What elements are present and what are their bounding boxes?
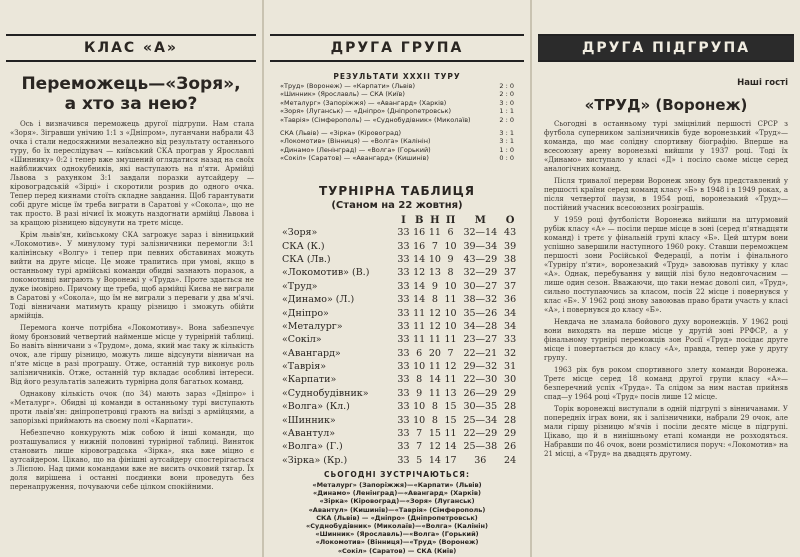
results-list [280,82,514,163]
stat-cell: 33 [397,387,410,399]
stat-cell: 7 [431,240,438,252]
table-row [282,427,518,440]
stat-cell: 33 [397,253,410,265]
stat-cell: 12 [428,441,441,453]
stat-cell: 33 [397,307,410,319]
result-score: 3 : 0 [499,98,514,107]
stat-cell: 25—38 [463,441,498,453]
team-cell: «Авангард» [282,347,341,359]
result-row [280,82,514,90]
stat-cell: 8 [416,374,423,386]
stat-cell: 32—14 [463,227,498,239]
paragraph: Крім львів'ян, київському СКА загрожує зараз і вінницький «Локомотив». У минулому турі залізничники перемогли 3:1 калінінську «Волгу» і тепер при певних обставинах можуть вийти на друге місце. Це може трапитись при умові, якщо в останньому турі армійські команди обидві зазнають поразок, а локомотивці виграють у Воронежі у «Труда». Проте здається не дуже імовірно. Причому ще треба, щоб армійці Києва не виграли в Саратові у «Сокола», що їм не виграли з переваги у два м'ячі. Тоді вінничани матимуть кращу різницю і зможуть обійти армійців. [10,231,254,320]
team-cell: СКА (Лв.) [282,253,331,265]
stat-cell: 28 [504,401,517,413]
fixture-row: «Динамо» (Ленінград)—«Авангард» (Харків) [313,489,481,498]
column-header: М [474,214,486,226]
stat-cell: 5 [416,454,423,466]
stat-cell: 12 [428,307,441,319]
stat-cell: 33 [504,334,517,346]
stat-cell: 14 [413,253,426,265]
paragraph: Небезпечно конкурують між собою й інші команди, що розташувалися у нижній половині турнірної таблиці. Виняток становить лише кіровоградська «Зірка», яка вже міцно є аутсайдером. Цікаво, що на фінішні аутсайдеру спостерігається з Лієпою. Над цими командами вже не висить очковий тягар. Їх доля вирішена і останні поєдинки вони проведуть без перенапруження, почуваючи себе цілком спокійними. [10,429,254,491]
result-match: «Локомотив» (Вінниця) — «Волга» (Калінін) [280,137,431,146]
standings-table [282,214,518,467]
table-row [282,239,518,252]
stat-cell: 33 [397,334,410,346]
stat-cell: 13 [444,387,457,399]
stat-cell: 43 [504,227,517,239]
stat-cell: 12 [428,320,441,332]
team-cell: «Локомотив» (В.) [282,267,370,279]
result-match: «Зоря» (Луганськ) — «Дніпро» (Дніпропетровськ) [280,107,451,116]
stat-cell: 32—29 [463,267,498,279]
team-cell: «Дніпро» [282,307,329,319]
results-title: РЕЗУЛЬТАТИ ХХХІІ ТУРУ [333,72,461,81]
team-cell: «Карпати» [282,374,337,386]
stat-cell: 8 [431,294,438,306]
stat-cell: 39—34 [463,240,498,252]
fixture-row: «Локомотив» (Вінниця)—«Труд» (Воронеж) [315,538,479,547]
column-header: В [414,214,424,226]
stat-cell: 23—27 [463,334,498,346]
left-panel [0,0,262,557]
stat-cell: 10 [413,414,426,426]
team-cell: «Труд» [282,280,318,292]
column-header: Н [430,214,440,226]
stat-cell: 24 [504,454,517,466]
stat-cell: 11 [444,294,457,306]
stat-cell: 33 [397,227,410,239]
result-row [280,116,514,124]
stat-cell: 33 [397,267,410,279]
stat-cell: 33 [397,428,410,440]
paragraph: Ось і визначився переможець другої підгрупи. Нам стала «Зоря». Зігравши унічию 1:1 з «Дніпром», луганчани набрали 43 очка і стали недосяжними незалежно від результату останнього туру, бо їх переслідувач — київський СКА програв у Ярославлі «Шиннику» 0:2 і тепер вже змушений оглядатися назад на своїх найближчих однокубників, які наступають на п'яти. Армійці Львова з рахунком 3:1 завдали поразки аутсайдеру — кіровоградській «Зірці» і скоротили розрив до одного очка. Тепер перед киянами стоїть складне завдання. Щоб гарантувати собі друге місце їм треба виграти в Саратові у «Сокола», що не так просто. В разі нічиєї їх можуть наздогнати армійці Львова і за кращою різницею відсунути на третє місце. [10,120,254,227]
stat-cell: 29 [504,428,517,440]
stat-cell: 8 [431,401,438,413]
team-article-body [544,120,788,462]
stat-cell: 9 [431,280,438,292]
result-row [280,137,514,145]
stat-cell: 30 [504,374,517,386]
stat-cell: 8 [447,267,454,279]
stat-cell: 26—29 [463,387,498,399]
stat-cell: 36 [504,294,517,306]
stat-cell: 11 [413,320,426,332]
column-header: І [401,214,406,226]
table-row [282,280,518,293]
result-row [280,154,514,162]
column-header: О [505,214,515,226]
stat-cell: 29—32 [463,361,498,373]
table-row [282,440,518,453]
stat-cell: 33 [397,320,410,332]
paragraph: Перемога конче потрібна «Локомотиву». Вона забезпечує йому бронзовий четвертий найменше місце у турнірній таблиці. Бо навіть вінничани з «Трудом», дома, який має таку ж кількість очок, але гіршу різницю, можуть лише відсунути вінничан на п'яте місце в разі програшу. Отже, останній тур виконує роль залізничників. Отже, останній тур вкладає особливі інтереси. Від його результатів залежить турнірна доля багатьох команд. [10,324,254,386]
stat-cell: 11 [444,334,457,346]
result-score: 3 : 1 [499,129,514,138]
result-row [280,107,514,115]
stat-cell: 34 [504,307,517,319]
result-score: 2 : 0 [499,115,514,124]
fixture-row: «Шинник» (Ярославль)—«Волга» (Горький) [315,530,479,539]
fixture-row: «Сокіл» (Саратов) — СКА (Київ) [337,546,457,555]
column-header: П [445,214,456,226]
stat-cell: 7 [416,428,423,440]
left-header: КЛАС «А» [6,34,256,62]
fixture-row: «Зірка» (Кіровоград)—«Зоря» (Луганськ) [319,497,475,506]
stat-cell: 30—35 [463,401,498,413]
paragraph: Однакову кількість очок (по 34) мають зараз «Дніпро» і «Металург». Обидві ці команди в останньому турі виступають проти львів'ян: дніпропетровці грають на виїзді з армійцями, а запорізькі приймають на своєму полі «Карпати». [10,390,254,425]
result-row [280,90,514,98]
stat-cell: 38—32 [463,294,498,306]
stat-cell: 26 [504,441,517,453]
paragraph: У 1959 році футболісти Воронежа вийшли на штурмовий рубіж класу «А» — посіли перше місце в зоні (серед п'ятнадцяти команд) і третє у фінальній групі класу «Б». Цей штурм вони успішно завершили наступного 1960 року. Ставши переможцем першості зони Російської Федерації, а потім і фінального «Турніру п'яти», воронезький «Труд» завоював путівку у клас «А». Однак, перебування у вищій лізі було недовгочасним — лише один сезон. Вважаючи, що таки немає доволі сил, «Труд», сильно поступаючись за класом, посів 22 місце і повернувся у клас «Б». У 1962 році знову завоював право брати участь у класі «А», і повернувся до класу «Б». [544,216,788,314]
stat-cell: 11 [428,387,441,399]
stat-cell: 11 [428,334,441,346]
stat-cell: 9 [416,387,423,399]
stat-cell: 15 [428,428,441,440]
result-match: «Сокіл» (Саратов) — «Авангард» (Кишинів) [280,154,429,163]
result-score: 3 : 1 [499,137,514,146]
team-column-header [282,214,396,226]
table-row [282,373,518,386]
stat-cell: 29 [504,387,517,399]
middle-header: ДРУГА ГРУПА [270,34,524,62]
stat-cell: 33 [397,347,410,359]
stat-cell: 33 [397,240,410,252]
stat-cell: 34 [504,320,517,332]
result-row [280,99,514,107]
today-title: СЬОГОДНІ ЗУСТРІЧАЮТЬСЯ: [324,470,470,479]
stat-cell: 14 [413,280,426,292]
table-row [282,253,518,266]
table-row [282,266,518,279]
stat-cell: 14 [428,374,441,386]
stat-cell: 33 [397,294,410,306]
team-cell: «Зірка» (Кр.) [282,454,348,466]
team-cell: «Суднобудівник» [282,387,369,399]
stat-cell: 10 [444,307,457,319]
stat-cell: 11 [444,374,457,386]
stat-cell: 11 [413,307,426,319]
team-cell: СКА (К.) [282,240,325,252]
result-match: «Металург» (Запоріжжя) — «Авангард» (Харків) [280,98,447,107]
today-matches [278,481,516,555]
result-score: 2 : 0 [499,90,514,99]
article-title [10,74,252,114]
middle-panel [264,0,530,557]
stat-cell: 37 [504,280,517,292]
stat-cell: 33 [397,414,410,426]
table-row [282,226,518,239]
stat-cell: 7 [416,441,423,453]
stat-cell: 35—26 [463,307,498,319]
stat-cell: 9 [447,253,454,265]
stat-cell: 36 [474,454,487,466]
paragraph: Торік воронежці виступали в одній підгрупі з вінничанами. У попередніх іграх вони, як і залізничники, набрали 29 очок, але мали гіршу різницю м'ячів і посіли десяте місце в підгрупі. Цікаво, що й в нинішньому етапі команди не розходяться. Набравши по 46 очок, вони розмістилися поруч: «Локомотив» на 21 місці, а «Труд» на двадцять другому. [544,405,788,458]
paragraph: 1963 рік був роком спортивного злету команди Воронежа. Третє місце серед 18 команд другої групи класу «А»—безперечний успіх «Труда». Та слідом за ним настав прийняв спад—у 1964 році «Труд» посів лише 12 місце. [544,366,788,401]
stat-cell: 16 [413,240,426,252]
stat-cell: 20 [428,347,441,359]
fixture-row: «Суднобудівник» (Миколаїв)—«Волга» (Калінін) [306,522,488,531]
stat-cell: 33 [397,361,410,373]
table-row [282,413,518,426]
team-cell: «Шинник» [282,414,336,426]
table-row [282,347,518,360]
table-subtitle: (Станом на 22 жовтня) [331,200,463,211]
stat-cell: 33 [397,441,410,453]
table-row [282,387,518,400]
team-cell: «Авантул» [282,428,336,440]
stat-cell: 34—28 [463,320,498,332]
fixture-row: «Авантул» (Кишинів)—«Таврія» (Сімферополь) [308,505,486,514]
fixture-row: СКА (Львів) — «Дніпро» (Дніпропетровськ) [316,513,478,522]
team-cell: «Динамо» (Л.) [282,294,355,306]
table-row [282,306,518,319]
stat-cell: 6 [416,347,423,359]
team-cell: «Волга» (Г.) [282,441,343,453]
stat-cell: 32 [504,347,517,359]
article-title-line1: Переможець—«Зоря», [21,74,241,94]
stat-cell: 22—21 [463,347,498,359]
stat-cell: 15 [444,401,457,413]
stat-cell: 33 [397,454,410,466]
result-match: «Таврія» (Сімферополь) — «Суднобудівник» (Миколаїв) [280,115,471,124]
table-title: ТУРНІРНА ТАБЛИЦЯ [318,184,476,198]
paragraph: Після тривалої перерви Воронеж знову був представлений у першості країни серед команд класу «Б» в 1948 і в 1949 роках, а після четвертої паузи, в 1954 році, воронезький «Труд»—постійний учасник всесоюзних розіграшів. [544,177,788,212]
result-match: «Труд» (Воронеж) — «Карпати» (Львів) [280,82,416,90]
stat-cell: 10 [413,361,426,373]
result-row [280,146,514,154]
team-cell: «Таврія» [282,361,327,373]
result-score: 1 : 0 [499,145,514,154]
stat-cell: 25—34 [463,414,498,426]
stat-cell: 10 [444,240,457,252]
standings-header-row [282,214,518,226]
table-row [282,400,518,413]
stat-cell: 38 [504,253,517,265]
result-match: «Динамо» (Ленінград) — «Волга» (Горький) [280,145,431,154]
stat-cell: 33 [397,401,410,413]
stat-cell: 6 [447,227,454,239]
stat-cell: 31 [504,361,517,373]
table-row [282,320,518,333]
stat-cell: 33 [397,374,410,386]
stat-cell: 10 [413,401,426,413]
stat-cell: 11 [413,334,426,346]
table-row [282,293,518,306]
stat-cell: 12 [413,267,426,279]
stat-cell: 11 [428,361,441,373]
table-row [282,333,518,346]
team-cell: «Зоря» [282,227,318,239]
fixture-row: «Металург» (Запоріжжя)—«Карпати» (Львів) [312,481,482,489]
stat-cell: 33 [397,280,410,292]
stat-cell: 16 [413,227,426,239]
table-row [282,360,518,373]
stat-cell: 11 [444,428,457,440]
stat-cell: 39 [504,240,517,252]
right-panel [532,0,800,557]
stat-cell: 7 [447,347,454,359]
stat-cell: 11 [428,227,441,239]
result-match: «Шинник» (Ярославль) — СКА (Київ) [280,90,405,99]
stat-cell: 14 [413,294,426,306]
article-body [10,120,254,495]
stat-cell: 37 [504,267,517,279]
result-score: 1 : 1 [499,107,514,116]
result-score: 2 : 0 [499,82,514,90]
stat-cell: 12 [444,361,457,373]
paragraph: Невдача не зламала бойового духу воронежців. У 1962 році вони виходять на перше місце у другій зоні РРФСР, а у фінальному турнірі переможців зон Росії «Труд» посідає друге місце і повертається до класу «А», правда, тепер уже у другу групу. [544,318,788,362]
team-cell: «Волга» (Кл.) [282,401,350,413]
stat-cell: 14 [444,441,457,453]
stat-cell: 30—27 [463,280,498,292]
team-name: «ТРУД» (Воронеж) [584,96,748,114]
stat-cell: 22—30 [463,374,498,386]
stat-cell: 14 [428,454,441,466]
stat-cell: 17 [444,454,457,466]
result-match: СКА (Львів) — «Зірка» (Кіровоград) [280,129,402,138]
team-cell: «Металург» [282,320,343,332]
table-row [282,454,518,467]
stat-cell: 13 [428,267,441,279]
result-row [280,129,514,137]
paragraph: Сьогодні в останньому турі зміцнілий першості СРСР з футбола суперником залізничників буде воронезький «Труд»—команда, що має солідну спортивну біографію. Вперше на всесоюзну арену воронезькі вийшли у 1937 році. Тоді їх «Динамо» виступало у класі «Д» і посіло сьоме місце серед аналогічних команд. [544,120,788,173]
stat-cell: 22—29 [463,428,498,440]
stat-cell: 15 [444,414,457,426]
stat-cell: 43—29 [463,253,498,265]
stat-cell: 10 [444,320,457,332]
right-header: ДРУГА ПІДГРУПА [538,34,794,62]
result-score: 0 : 0 [499,154,514,163]
team-cell: «Сокіл» [282,334,322,346]
guests-label: Наші гості [737,78,788,88]
article-title-line2: а хто за нею? [64,94,198,114]
stat-cell: 10 [444,280,457,292]
stat-cell: 10 [428,253,441,265]
stat-cell: 8 [431,414,438,426]
stat-cell: 28 [504,414,517,426]
